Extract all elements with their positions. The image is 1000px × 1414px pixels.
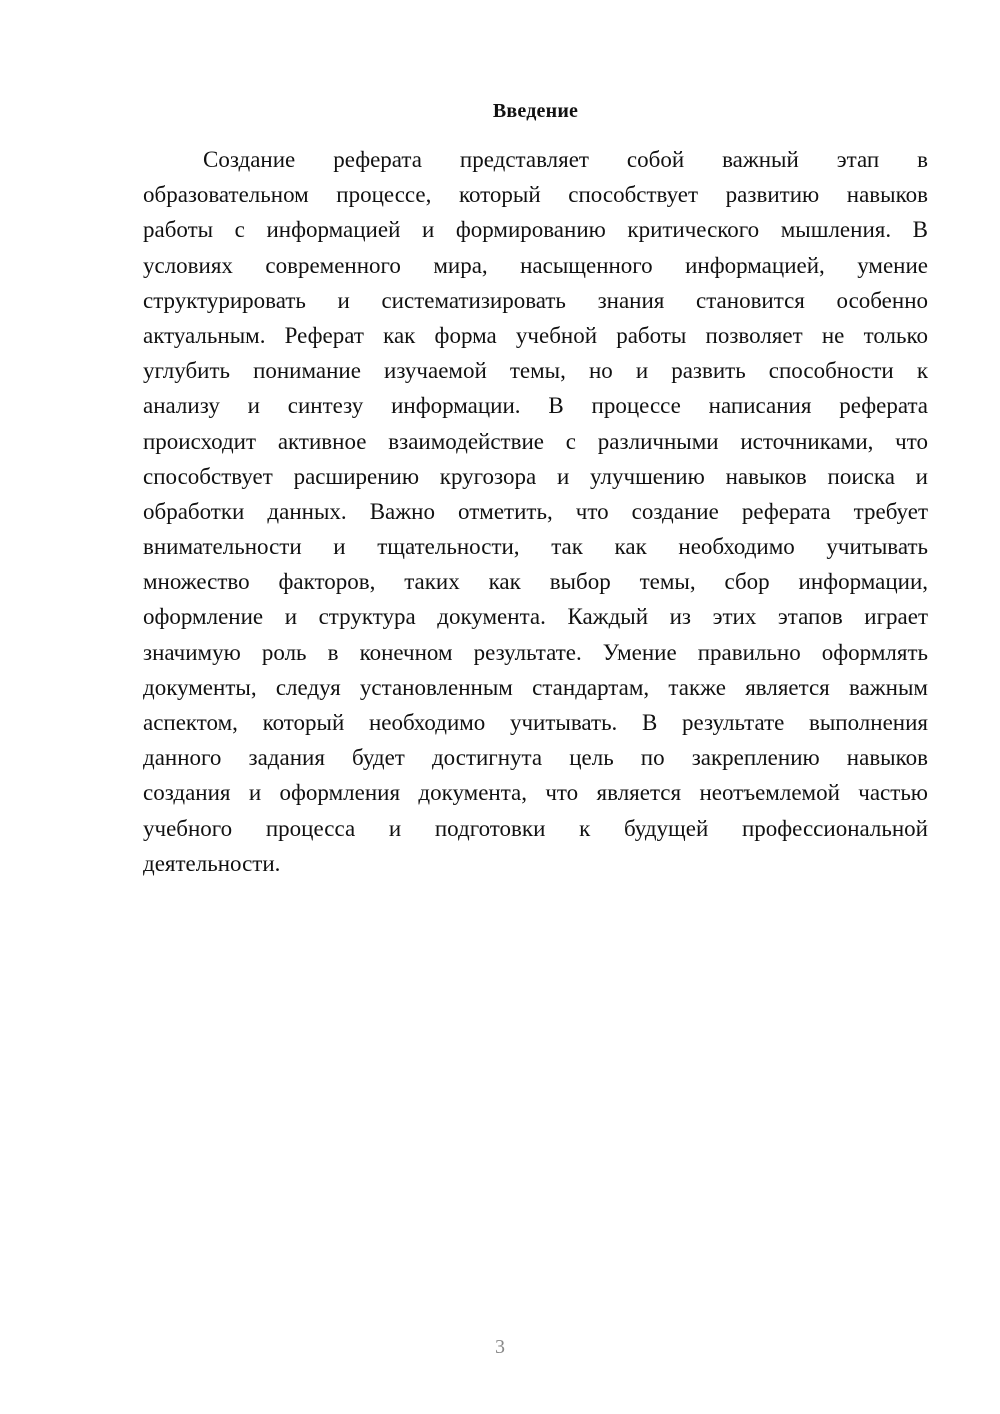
paragraph-line: аспектом, который необходимо учитывать. В результате выполнения	[143, 710, 928, 735]
paragraph-line: образовательном процессе, который способствует развитию навыков	[143, 182, 928, 208]
paragraph-line: условиях современного мира, насыщенного информацией, умение	[143, 252, 928, 278]
paragraph-line: Создание реферата представляет собой важный этап в	[203, 147, 928, 172]
page-number: 3	[495, 1336, 505, 1358]
paragraph-line: создания и оформления документа, что является неотъемлемой частью	[143, 780, 928, 806]
paragraph-line: данного задания будет достигнута цель по закреплению навыков	[143, 745, 928, 771]
paragraph-line: оформление и структура документа. Каждый из этих этапов играет	[143, 604, 928, 630]
paragraph-line: работы с информацией и формированию критического мышления. В	[143, 217, 928, 243]
section-heading: Введение	[492, 100, 579, 122]
paragraph-line: множество факторов, таких как выбор темы, сбор информации,	[143, 569, 928, 595]
paragraph-line: анализу и синтезу информации. В процессе написания реферата	[143, 393, 928, 419]
paragraph-line: происходит активное взаимодействие с различными источниками, что	[143, 428, 928, 454]
body-paragraph	[143, 142, 928, 881]
paragraph-line: деятельности.	[143, 850, 281, 876]
paragraph-line: документы, следуя установленным стандартам, также является важным	[143, 674, 928, 700]
paragraph-line: структурировать и систематизировать знания становится особенно	[143, 287, 928, 313]
paragraph-line: значимую роль в конечном результате. Умение правильно оформлять	[143, 639, 928, 665]
paragraph-line: внимательности и тщательности, так как необходимо учитывать	[143, 534, 928, 560]
paragraph-line: способствует расширению кругозора и улучшению навыков поиска и	[143, 463, 928, 489]
paragraph-line: актуальным. Реферат как форма учебной работы позволяет не только	[143, 322, 928, 348]
paragraph-line: обработки данных. Важно отметить, что создание реферата требует	[143, 498, 928, 524]
paragraph-line: учебного процесса и подготовки к будущей профессиональной	[143, 815, 928, 841]
paragraph-line: углубить понимание изучаемой темы, но и развить способности к	[143, 358, 928, 384]
